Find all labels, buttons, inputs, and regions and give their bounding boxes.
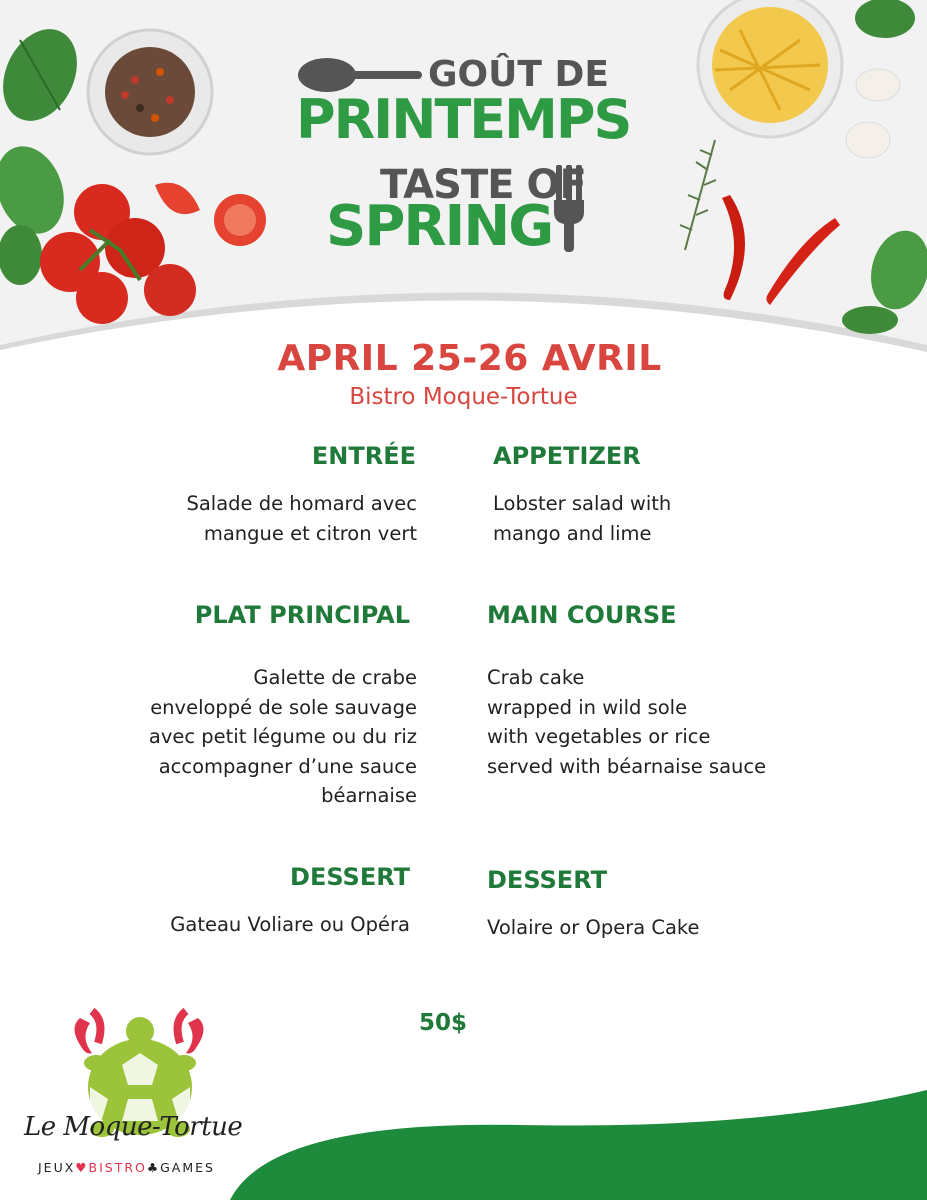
dessert-text-fr: Gateau Voliare ou Opéra bbox=[170, 913, 410, 936]
club-icon: ♣ bbox=[146, 1160, 161, 1175]
logo-tag-games: GAMES bbox=[160, 1160, 215, 1175]
event-date: APRIL 25-26 AVRIL bbox=[277, 338, 662, 379]
logo-tag-jeux: JEUX bbox=[38, 1160, 76, 1175]
event-venue: Bistro Moque-Tortue bbox=[349, 384, 578, 410]
logo-tagline bbox=[38, 1160, 215, 1175]
starter-heading-en: APPETIZER bbox=[493, 442, 641, 470]
dessert-heading-fr: DESSERT bbox=[290, 863, 410, 891]
logo-tag-bistro: BISTRO bbox=[88, 1160, 147, 1175]
price: 50$ bbox=[418, 1010, 467, 1036]
title-gout-de: GOÛT DE bbox=[428, 54, 609, 95]
title-spring: SPRING bbox=[326, 194, 553, 259]
main-text-en: Crab cake wrapped in wild sole with vegetables or rice served with béarnaise sauce bbox=[487, 666, 767, 778]
main-heading-en: MAIN COURSE bbox=[487, 601, 677, 629]
title-taste-of: TASTE OF bbox=[380, 162, 586, 208]
turtle-logo-icon bbox=[20, 968, 260, 1188]
dessert-heading-en: DESSERT bbox=[487, 866, 607, 894]
main-heading-fr: PLAT PRINCIPAL bbox=[194, 601, 410, 629]
dessert-text-en: Volaire or Opera Cake bbox=[487, 916, 700, 939]
cheese-bowl-icon bbox=[698, 0, 842, 137]
heart-icon: ♥ bbox=[75, 1160, 89, 1175]
title-printemps: PRINTEMPS bbox=[296, 88, 631, 151]
starter-heading-fr: ENTRÉE bbox=[311, 442, 416, 470]
logo-name: Le Moque-Tortue bbox=[24, 1112, 243, 1142]
starter-text-en: Lobster salad with mango and lime bbox=[493, 492, 672, 545]
starter-text-fr: Salade de homard avec mangue et citron vert bbox=[186, 492, 417, 545]
main-text-fr: Galette de crabe enveloppé de sole sauvage avec petit légume ou du riz accompagner d’une sauce béarnaise bbox=[148, 666, 417, 807]
pepper-bowl-icon bbox=[88, 30, 212, 154]
